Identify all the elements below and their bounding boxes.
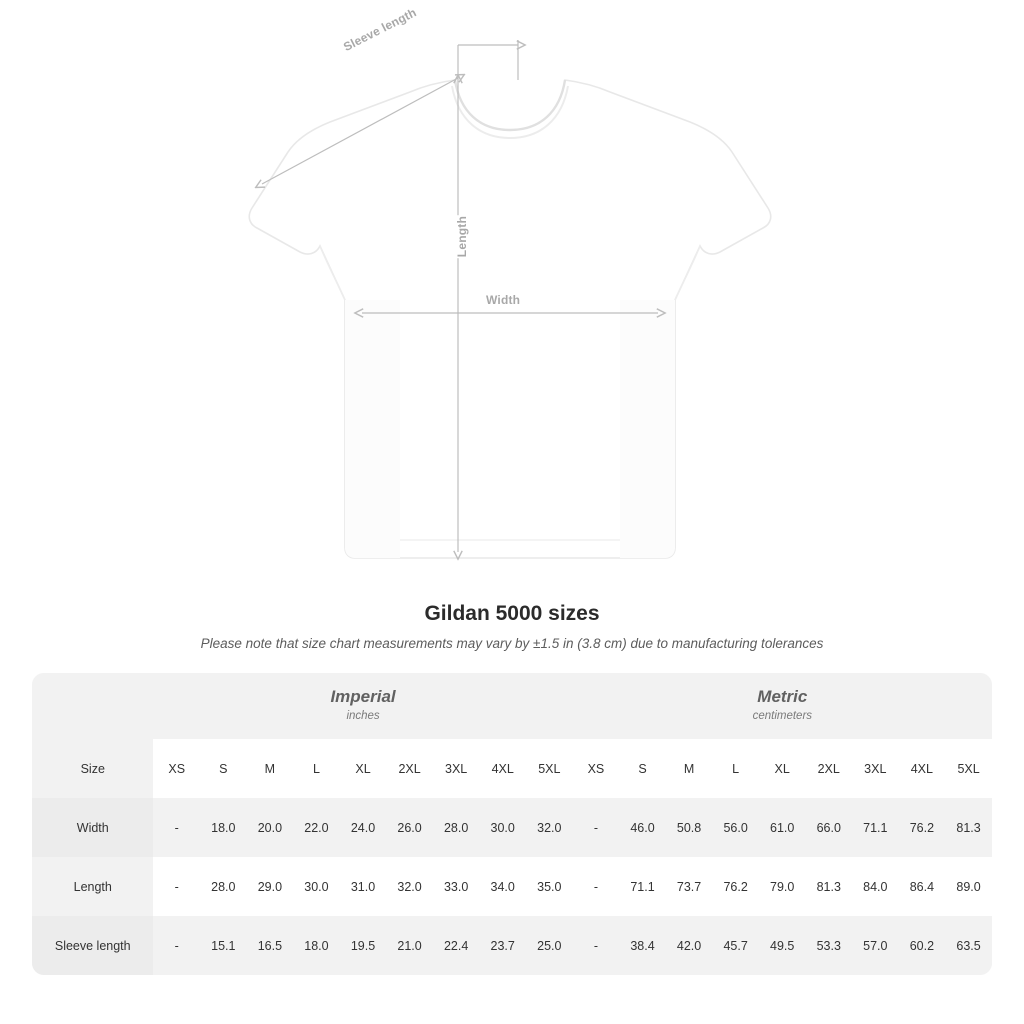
col-header-2xl-metric: 2XL <box>805 739 852 798</box>
cell-length-1: 28.0 <box>200 857 247 916</box>
col-header-5xl-imperial: 5XL <box>526 739 573 798</box>
col-header-xl-metric: XL <box>759 739 806 798</box>
cell-width-8: 32.0 <box>526 798 573 857</box>
page-title: Gildan 5000 sizes <box>424 602 600 625</box>
unit-header-spacer <box>32 673 153 739</box>
imperial-header <box>153 673 572 739</box>
cell-sleeve-4: 19.5 <box>340 916 387 975</box>
row-label-width: Width <box>32 798 153 857</box>
cell-sleeve-1: 15.1 <box>200 916 247 975</box>
tolerance-note: Please note that size chart measurements may vary by ±1.5 in (3.8 cm) due to manufacturing tolerances <box>200 636 824 651</box>
size-table <box>32 673 992 975</box>
cell-width-0: - <box>153 798 200 857</box>
table-row <box>32 798 992 857</box>
cell-width-7: 30.0 <box>479 798 526 857</box>
col-header-l-imperial: L <box>293 739 340 798</box>
cell-length-4: 31.0 <box>340 857 387 916</box>
cell-length-14: 81.3 <box>805 857 852 916</box>
width-label: Width <box>483 292 523 308</box>
cell-length-16: 86.4 <box>899 857 946 916</box>
cell-sleeve-17: 63.5 <box>945 916 992 975</box>
metric-header <box>573 673 992 739</box>
length-label: Length <box>452 215 472 258</box>
cell-width-11: 50.8 <box>666 798 713 857</box>
cell-width-12: 56.0 <box>712 798 759 857</box>
col-header-4xl-metric: 4XL <box>899 739 946 798</box>
imperial-sub: inches <box>346 709 380 722</box>
table-row <box>32 857 992 916</box>
cell-width-4: 24.0 <box>340 798 387 857</box>
cell-length-5: 32.0 <box>386 857 433 916</box>
cell-sleeve-3: 18.0 <box>293 916 340 975</box>
cell-length-12: 76.2 <box>712 857 759 916</box>
col-header-4xl-imperial: 4XL <box>479 739 526 798</box>
row-label-sleeve-length: Sleeve length <box>32 916 153 975</box>
cell-length-9: - <box>573 857 620 916</box>
cell-width-13: 61.0 <box>759 798 806 857</box>
cell-sleeve-15: 57.0 <box>852 916 899 975</box>
imperial-name: Imperial <box>330 687 396 707</box>
cell-width-16: 76.2 <box>899 798 946 857</box>
metric-sub: centimeters <box>752 709 813 722</box>
cell-width-15: 71.1 <box>852 798 899 857</box>
unit-header-row <box>32 673 992 739</box>
cell-length-15: 84.0 <box>852 857 899 916</box>
cell-sleeve-13: 49.5 <box>759 916 806 975</box>
cell-length-6: 33.0 <box>433 857 480 916</box>
col-header-m-metric: M <box>666 739 713 798</box>
cell-length-0: - <box>153 857 200 916</box>
col-header-l-metric: L <box>712 739 759 798</box>
cell-sleeve-6: 22.4 <box>433 916 480 975</box>
cell-sleeve-7: 23.7 <box>479 916 526 975</box>
title-block <box>0 602 1024 651</box>
cell-sleeve-16: 60.2 <box>899 916 946 975</box>
cell-length-2: 29.0 <box>247 857 294 916</box>
row-label-length: Length <box>32 857 153 916</box>
cell-sleeve-12: 45.7 <box>712 916 759 975</box>
cell-sleeve-2: 16.5 <box>247 916 294 975</box>
cell-length-3: 30.0 <box>293 857 340 916</box>
cell-length-10: 71.1 <box>619 857 666 916</box>
table-row <box>32 916 992 975</box>
cell-sleeve-11: 42.0 <box>666 916 713 975</box>
cell-sleeve-9: - <box>573 916 620 975</box>
sleeve-length-label: Sleeve length <box>338 3 422 56</box>
cell-width-17: 81.3 <box>945 798 992 857</box>
col-header-3xl-imperial: 3XL <box>433 739 480 798</box>
tshirt-body <box>249 80 770 558</box>
cell-length-7: 34.0 <box>479 857 526 916</box>
col-header-m-imperial: M <box>247 739 294 798</box>
cell-width-9: - <box>573 798 620 857</box>
col-header-2xl-imperial: 2XL <box>386 739 433 798</box>
cell-width-10: 46.0 <box>619 798 666 857</box>
size-chart-table <box>32 673 992 975</box>
col-header-s-imperial: S <box>200 739 247 798</box>
cell-width-6: 28.0 <box>433 798 480 857</box>
col-header-5xl-metric: 5XL <box>945 739 992 798</box>
cell-length-17: 89.0 <box>945 857 992 916</box>
column-header-row <box>32 739 992 798</box>
col-header-xl-imperial: XL <box>340 739 387 798</box>
cell-sleeve-8: 25.0 <box>526 916 573 975</box>
cell-length-13: 79.0 <box>759 857 806 916</box>
cell-length-8: 35.0 <box>526 857 573 916</box>
cell-length-11: 73.7 <box>666 857 713 916</box>
col-header-3xl-metric: 3XL <box>852 739 899 798</box>
col-header-xs-imperial: XS <box>153 739 200 798</box>
cell-sleeve-0: - <box>153 916 200 975</box>
col-header-s-metric: S <box>619 739 666 798</box>
cell-sleeve-10: 38.4 <box>619 916 666 975</box>
size-column-label: Size <box>32 739 153 798</box>
cell-width-1: 18.0 <box>200 798 247 857</box>
cell-width-14: 66.0 <box>805 798 852 857</box>
cell-width-5: 26.0 <box>386 798 433 857</box>
cell-sleeve-5: 21.0 <box>386 916 433 975</box>
metric-name: Metric <box>757 687 808 707</box>
cell-sleeve-14: 53.3 <box>805 916 852 975</box>
col-header-xs-metric: XS <box>573 739 620 798</box>
cell-width-2: 20.0 <box>247 798 294 857</box>
cell-width-3: 22.0 <box>293 798 340 857</box>
